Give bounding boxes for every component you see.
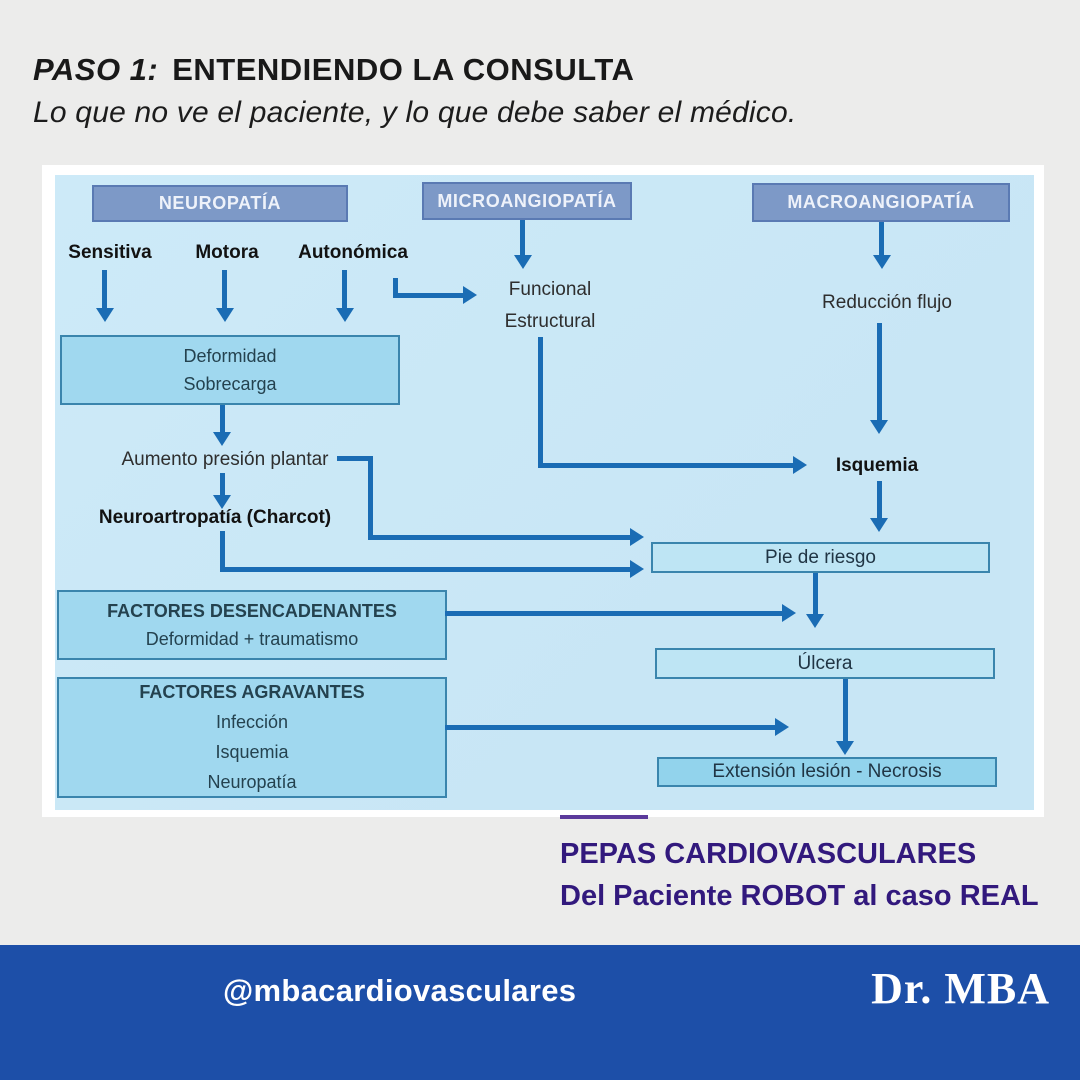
deformidad-line2: Sobrecarga xyxy=(183,373,277,394)
elbow-estructural-head xyxy=(793,456,807,474)
node-motora: Motora xyxy=(195,242,259,263)
elbow-charcot-vline xyxy=(220,531,225,572)
elbow-charcot-head xyxy=(630,560,644,578)
footer-bar xyxy=(0,945,1080,1080)
box-ulcera: Úlcera xyxy=(655,648,995,679)
brand-divider xyxy=(560,815,648,819)
elbow-estructural-hline xyxy=(538,463,795,468)
node-sensitiva: Sensitiva xyxy=(68,242,152,263)
arrow-macro-head xyxy=(873,255,891,269)
arrow-micro-head xyxy=(514,255,532,269)
arrow-isquemia-head xyxy=(870,518,888,532)
elbow-autonomica-hline xyxy=(393,293,465,298)
arrow-ulcera-head xyxy=(836,741,854,755)
elbow-aumento-hline xyxy=(368,535,631,540)
flowchart-card xyxy=(42,165,1044,817)
box-deformidad-sobrecarga xyxy=(60,335,400,405)
brand-tagline: Del Paciente ROBOT al caso REAL xyxy=(560,880,1039,912)
brand-title: PEPAS CARDIOVASCULARES xyxy=(560,838,977,870)
elbow-aumento-head xyxy=(630,528,644,546)
box-extension-necrosis: Extensión lesión - Necrosis xyxy=(657,757,997,787)
agravantes-title: FACTORES AGRAVANTES xyxy=(139,682,365,702)
arrow-motora-head xyxy=(216,308,234,322)
header-box-macroangiopatia: MACROANGIOPATÍA xyxy=(752,183,1010,222)
title-text: ENTENDIENDO LA CONSULTA xyxy=(172,52,635,87)
arrow-desencadenantes-line xyxy=(445,611,783,616)
arrow-reduccion-line xyxy=(877,323,882,421)
arrow-motora-line xyxy=(222,270,227,308)
node-funcional: Funcional xyxy=(508,279,592,300)
arrow-sensitiva-line xyxy=(102,270,107,308)
elbow-estructural-vline xyxy=(538,337,543,467)
box-factores-agravantes xyxy=(57,677,447,798)
arrow-macro-line xyxy=(879,222,884,255)
arrow-desencadenantes-head xyxy=(782,604,796,622)
arrow-autonomica-line xyxy=(342,270,347,308)
arrow-autonomica-head xyxy=(336,308,354,322)
arrow-reduccion-head xyxy=(870,420,888,434)
node-isquemia: Isquemia xyxy=(835,455,919,476)
arrow-sensitiva-head xyxy=(96,308,114,322)
box-factores-desencadenantes xyxy=(57,590,447,660)
page-subtitle: Lo que no ve el paciente, y lo que debe saber el médico. xyxy=(33,96,797,129)
arrow-micro-line xyxy=(520,220,525,255)
agravantes-item-infeccion: Infección xyxy=(215,712,289,732)
arrow-isquemia-line xyxy=(877,481,882,519)
node-estructural: Estructural xyxy=(504,311,596,332)
box-pie-de-riesgo: Pie de riesgo xyxy=(651,542,990,573)
page-title xyxy=(33,52,634,88)
deformidad-line1: Deformidad xyxy=(183,345,277,366)
desencadenantes-title: FACTORES DESENCADENANTES xyxy=(107,600,397,621)
header-box-neuropatia: NEUROPATÍA xyxy=(92,185,348,222)
arrow-pie-line xyxy=(813,573,818,615)
arrow-agravantes-line xyxy=(445,725,776,730)
arrow-agravantes-head xyxy=(775,718,789,736)
node-aumento-presion: Aumento presión plantar xyxy=(121,449,329,470)
flowchart-panel xyxy=(55,175,1034,810)
elbow-charcot-hline xyxy=(220,567,631,572)
header-box-microangiopatia: MICROANGIOPATÍA xyxy=(422,182,632,220)
step-label: PASO 1: xyxy=(33,52,159,87)
arrow-aumento-line xyxy=(220,473,225,496)
arrow-deformidad-line xyxy=(220,405,225,433)
social-handle: @mbacardiovasculares xyxy=(223,973,577,1008)
agravantes-item-isquemia: Isquemia xyxy=(215,742,289,762)
elbow-aumento-vline xyxy=(368,456,373,540)
node-reduccion-flujo: Reducción flujo xyxy=(822,292,952,313)
node-autonomica: Autonómica xyxy=(298,242,408,263)
arrow-deformidad-head xyxy=(213,432,231,446)
arrow-pie-head xyxy=(806,614,824,628)
agravantes-item-neuropatia: Neuropatía xyxy=(207,772,297,792)
dr-mba-logo: Dr. MBA xyxy=(871,964,1050,1013)
arrow-ulcera-line xyxy=(843,679,848,742)
desencadenantes-sub: Deformidad + traumatismo xyxy=(145,628,359,649)
elbow-autonomica-head xyxy=(463,286,477,304)
node-charcot: Neuroartropatía (Charcot) xyxy=(98,507,332,528)
